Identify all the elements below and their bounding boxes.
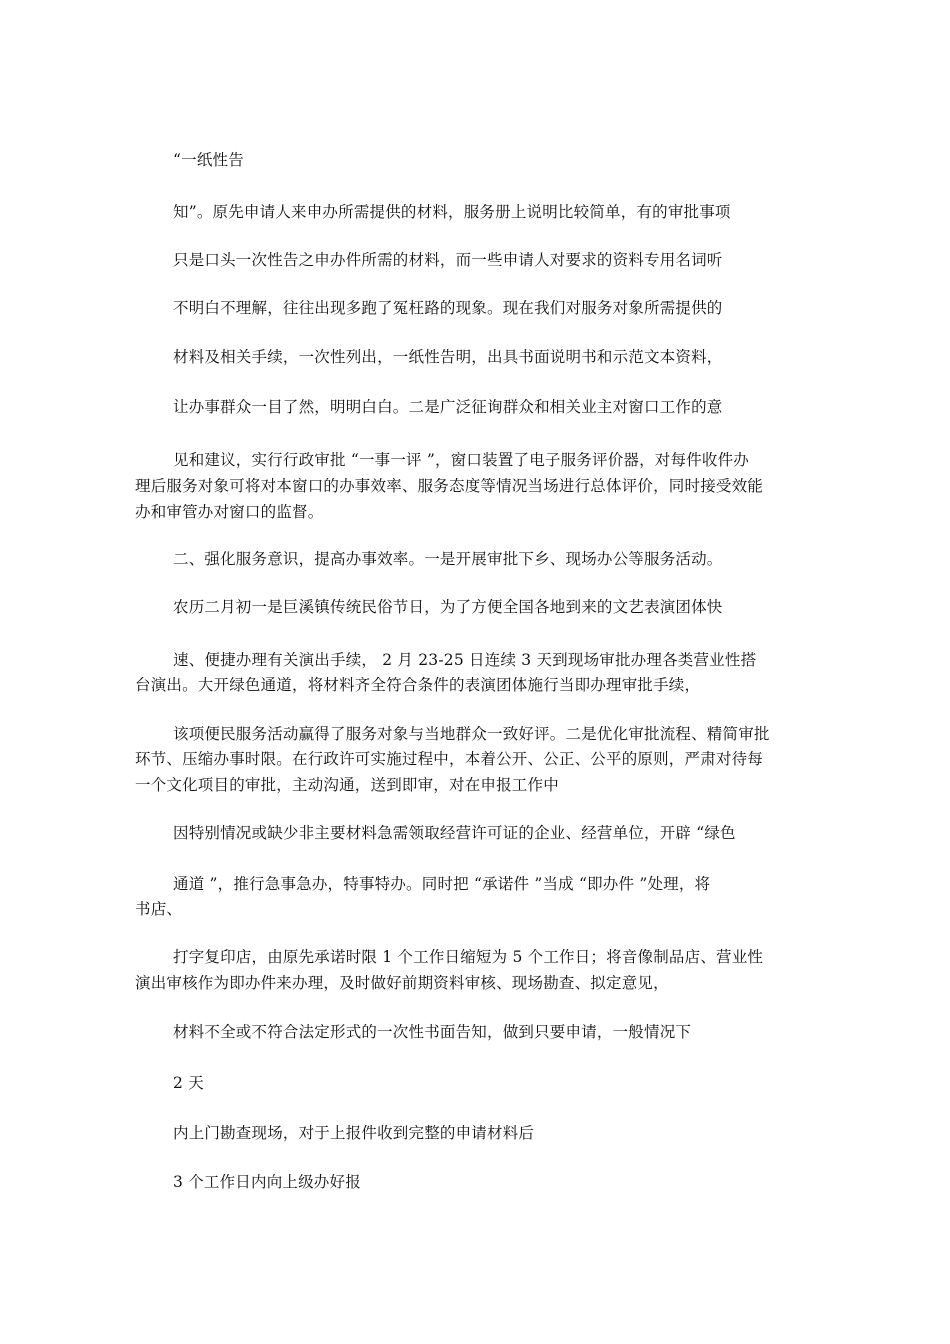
text-line: 见和建议，实行行政审批 “一事一评 ”，窗口装置了电子服务评价器，对每件收件办	[173, 451, 750, 469]
text-line: 演出审核作为即办件来办理，及时做好前期资料审核、现场勘查、拟定意见，	[135, 974, 669, 992]
text-line: 二、强化服务意识，提高办事效率。一是开展审批下乡、现场办公等服务活动。	[173, 550, 723, 568]
text-line: 环节、压缩办事时限。在行政许可实施过程中，本着公开、公正、公平的原则，严肃对待每	[135, 750, 764, 768]
text-line: 打字复印店，由原先承诺时限 1 个工作日缩短为 5 个工作日；将音像制品店、营业性	[173, 948, 764, 966]
text-line: 农历二月初一是巨溪镇传统民俗节日，为了方便全国各地到来的文艺表演团体快	[173, 598, 723, 616]
text-line: 材料及相关手续，一次性列出，一纸性告明，出具书面说明书和示范文本资料，	[173, 348, 723, 366]
text-line: 因特别情况或缺少非主要材料急需领取经营许可证的企业、经营单位，开辟 “绿色	[173, 824, 736, 842]
text-line: 书店、	[135, 900, 183, 918]
text-line: 知”。原先申请人来申办所需提供的材料，服务册上说明比较简单，有的审批事项	[173, 203, 731, 221]
text-line: 速、便捷办理有关演出手续， 2 月 23-25 日连续 3 天到现场审批办理各类营业性搭	[173, 651, 757, 669]
text-line: 内上门勘查现场，对于上报件收到完整的申请材料后	[173, 1124, 535, 1142]
text-line: 材料不全或不符合法定形式的一次性书面告知，做到只要申请，一般情况下	[173, 1023, 692, 1041]
text-line: 台演出。大开绿色通道，将材料齐全符合条件的表演团体施行当即办理审批手续，	[135, 676, 701, 694]
text-line: “一纸性告	[173, 151, 244, 169]
text-line: 理后服务对象可将对本窗口的办事效率、服务态度等情况当场进行总体评价，同时接受效能	[135, 477, 764, 495]
text-line: 办和审管办对窗口的监督。	[135, 503, 324, 521]
text-line: 一个文化项目的审批，主动沟通，送到即审，对在申报工作中	[135, 776, 559, 794]
text-line: 该项便民服务活动赢得了服务对象与当地群众一致好评。二是优化审批流程、精简审批	[173, 725, 770, 743]
text-line: 只是口头一次性告之申办件所需的材料，而一些申请人对要求的资料专用名词听	[173, 251, 723, 269]
text-line: 不明白不理解，往往出现多跑了冤枉路的现象。现在我们对服务对象所需提供的	[173, 299, 723, 317]
text-line: 2 天	[173, 1074, 204, 1092]
text-line: 通道 ”，推行急事急办，特事特办。同时把 “承诺件 ”当成 “即办件 ”处理，将	[173, 875, 711, 893]
text-line: 让办事群众一目了然，明明白白。二是广泛征询群众和相关业主对窗口工作的意	[173, 398, 723, 416]
text-line: 3 个工作日内向上级办好报	[173, 1173, 361, 1191]
